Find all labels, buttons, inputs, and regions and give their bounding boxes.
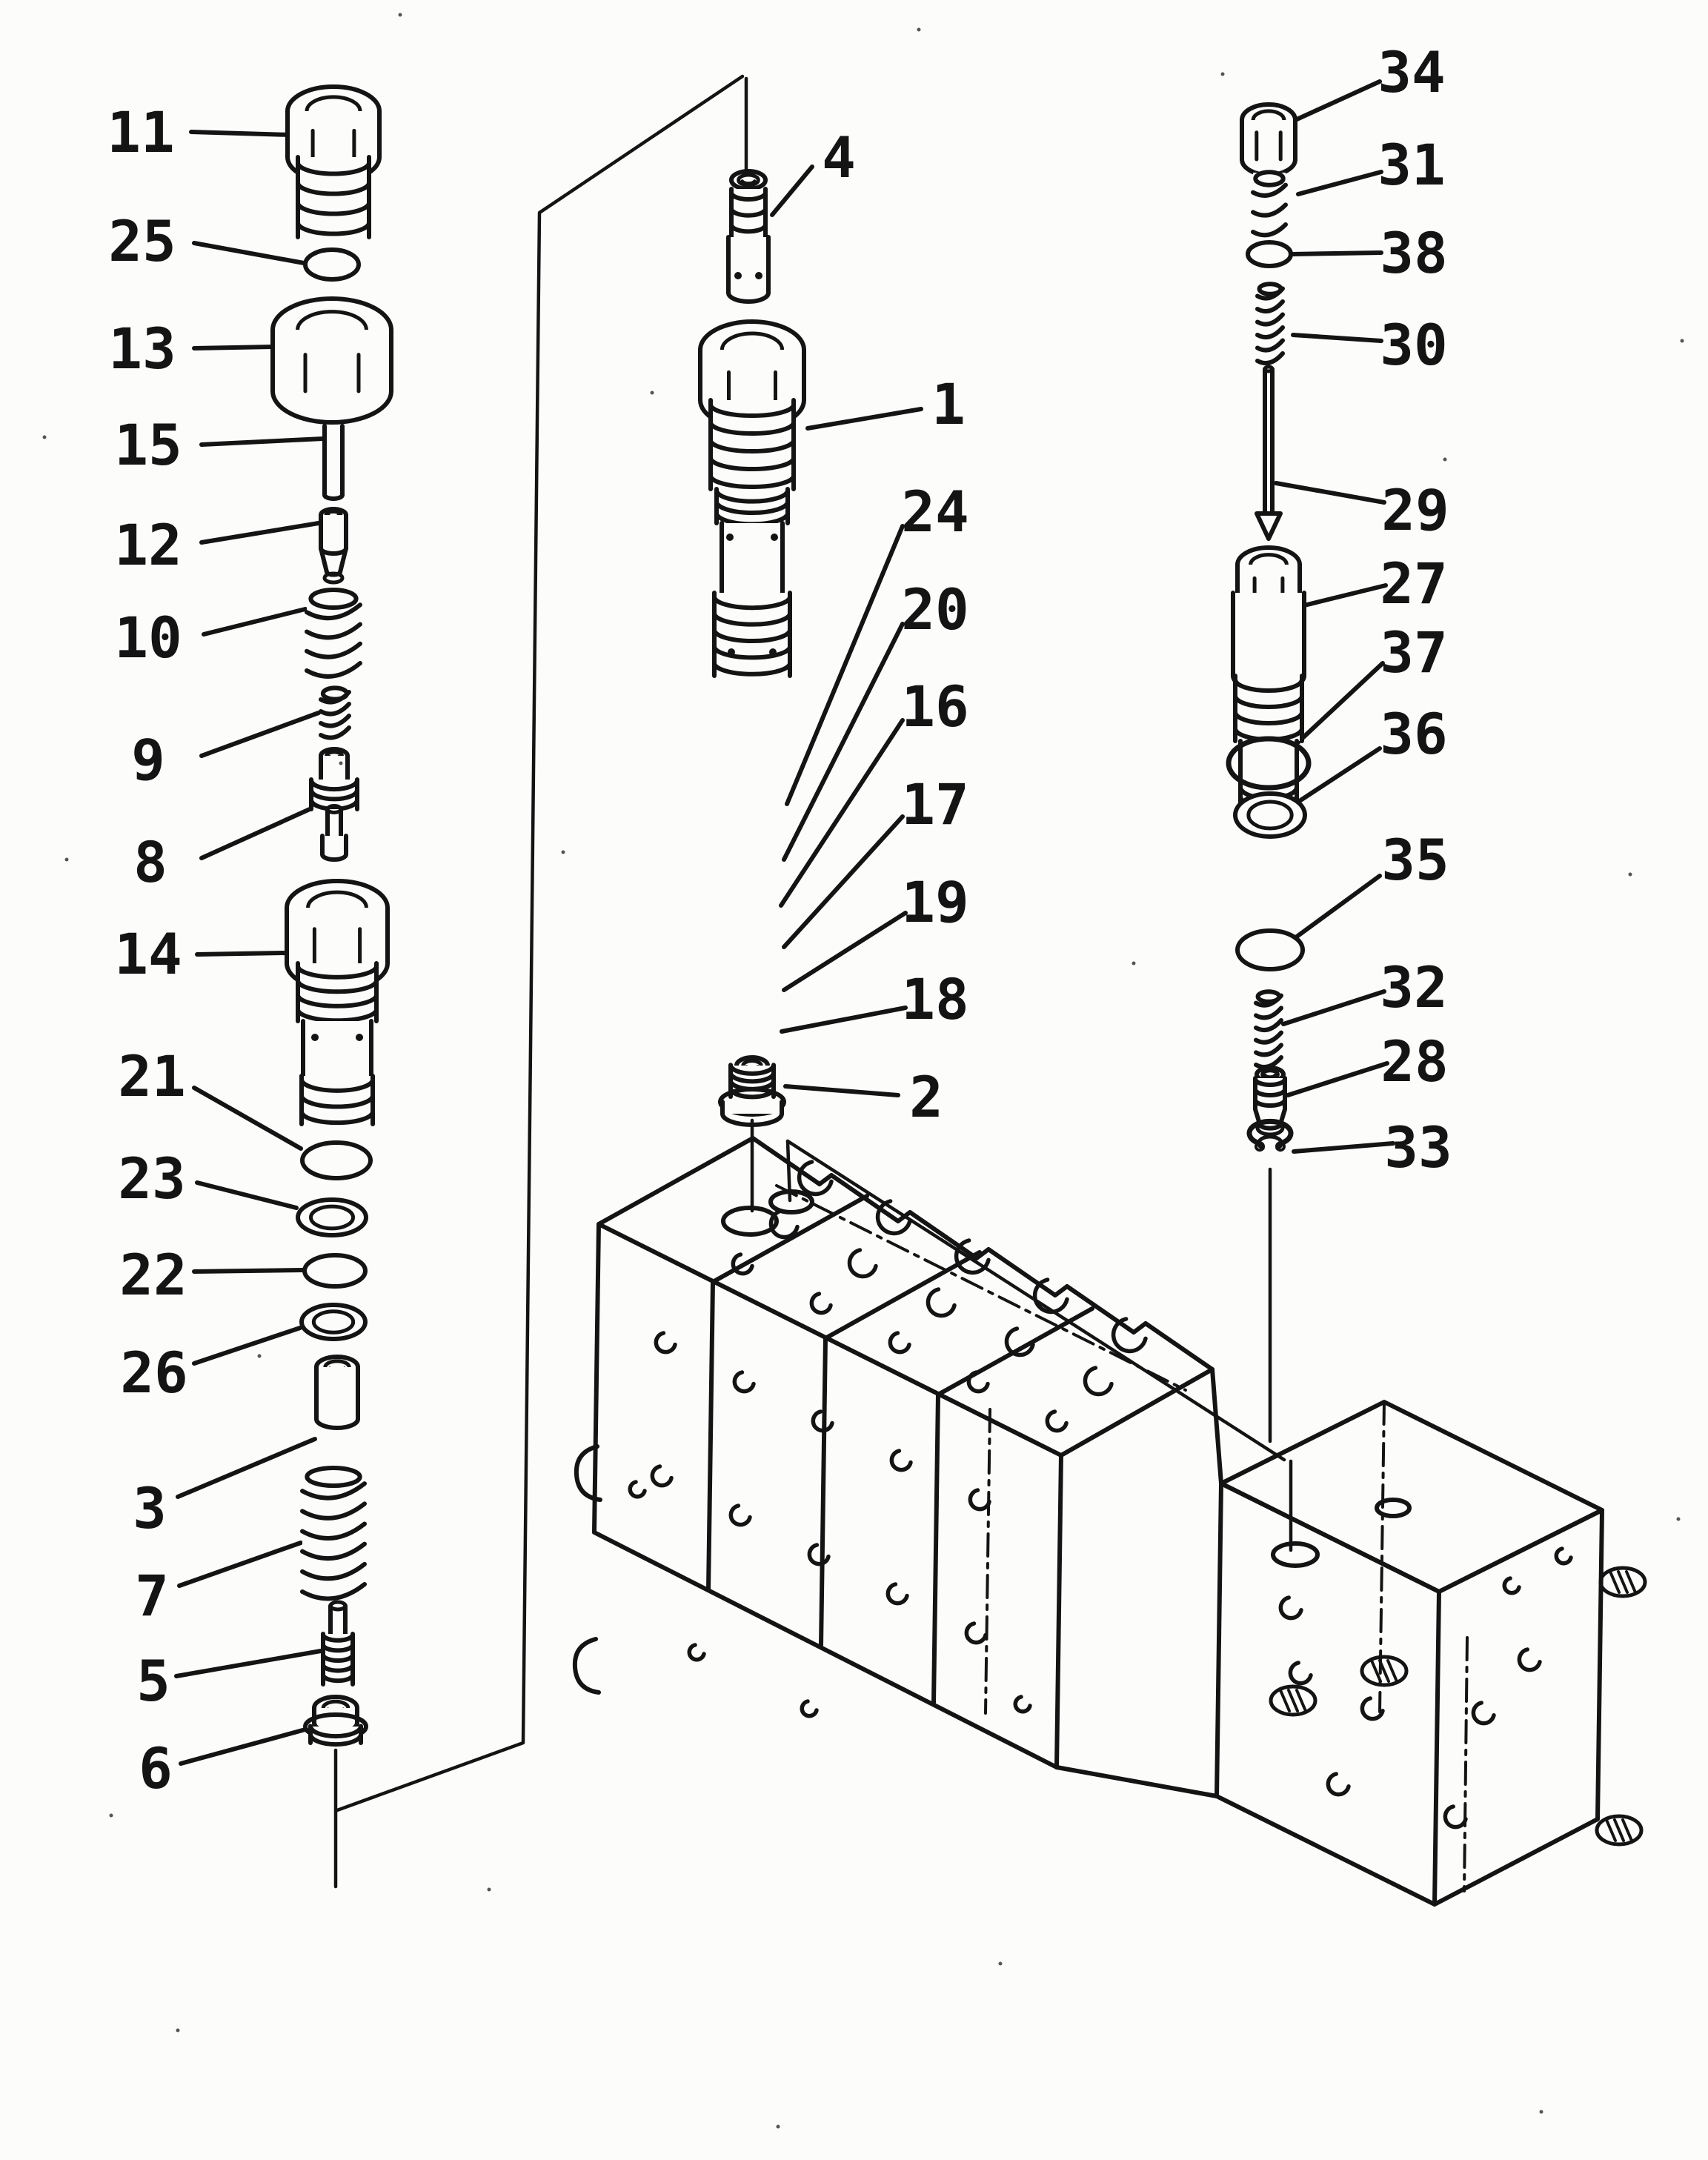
part-29	[1257, 367, 1280, 539]
part-label-2: 2	[909, 1064, 943, 1130]
part-label-15: 15	[114, 412, 182, 478]
part-label-18: 18	[901, 966, 969, 1032]
part-label-12: 12	[114, 512, 182, 578]
part-label-14: 14	[114, 921, 182, 987]
part-27	[1233, 548, 1304, 815]
part-label-31: 31	[1378, 132, 1446, 198]
part-25	[305, 250, 359, 279]
valve-body	[575, 1138, 1645, 1904]
part-2	[720, 1057, 784, 1125]
part-label-19: 19	[901, 869, 969, 935]
part-8	[311, 749, 357, 860]
part-label-13: 13	[108, 316, 176, 382]
part-label-21: 21	[118, 1043, 186, 1109]
part-label-22: 22	[119, 1242, 187, 1308]
part-label-7: 7	[135, 1563, 169, 1629]
part-32	[1256, 991, 1281, 1067]
part-label-16: 16	[901, 674, 969, 740]
part-label-10: 10	[114, 605, 182, 671]
part-6	[305, 1697, 366, 1744]
part-14	[287, 881, 388, 1124]
part-label-23: 23	[118, 1146, 186, 1212]
part-label-6: 6	[139, 1735, 173, 1801]
part-label-3: 3	[133, 1475, 167, 1541]
part-1	[700, 322, 804, 676]
exploded-parts	[273, 87, 1309, 1744]
part-5	[323, 1602, 353, 1684]
part-label-5: 5	[136, 1648, 170, 1714]
part-label-28: 28	[1380, 1029, 1449, 1094]
part-label-27: 27	[1380, 551, 1448, 617]
part-label-25: 25	[108, 208, 176, 274]
part-23	[298, 1200, 366, 1235]
part-15	[325, 426, 342, 499]
part-13	[273, 299, 391, 422]
part-34	[1242, 104, 1295, 175]
part-label-32: 32	[1380, 954, 1448, 1020]
part-3	[316, 1357, 358, 1428]
part-label-29: 29	[1381, 477, 1449, 543]
part-4	[728, 171, 768, 302]
part-7	[302, 1468, 365, 1598]
part-label-9: 9	[131, 727, 165, 793]
part-36	[1235, 794, 1305, 837]
part-label-24: 24	[901, 479, 969, 545]
part-31	[1253, 172, 1286, 235]
part-label-34: 34	[1378, 39, 1446, 105]
part-22	[305, 1255, 365, 1286]
part-label-30: 30	[1380, 312, 1448, 378]
part-label-35: 35	[1381, 827, 1449, 893]
part-12	[321, 509, 346, 582]
part-label-11: 11	[107, 99, 175, 165]
part-label-20: 20	[901, 576, 969, 642]
part-label-38: 38	[1380, 220, 1448, 286]
part-label-1: 1	[931, 371, 966, 437]
part-label-36: 36	[1380, 701, 1448, 767]
part-9	[321, 688, 349, 738]
part-label-8: 8	[133, 829, 167, 895]
part-21	[302, 1143, 370, 1178]
part-38	[1248, 242, 1291, 266]
part-label-37: 37	[1380, 619, 1448, 685]
part-30	[1257, 283, 1283, 363]
part-33	[1249, 1121, 1291, 1150]
part-35	[1237, 931, 1303, 969]
part-10	[307, 590, 360, 677]
projection-plane-lines	[336, 76, 1291, 1887]
part-11	[288, 87, 379, 237]
part-label-4: 4	[822, 124, 856, 190]
part-26	[302, 1305, 365, 1339]
part-label-33: 33	[1384, 1114, 1452, 1180]
part-label-17: 17	[901, 771, 969, 837]
part-label-26: 26	[120, 1340, 188, 1406]
